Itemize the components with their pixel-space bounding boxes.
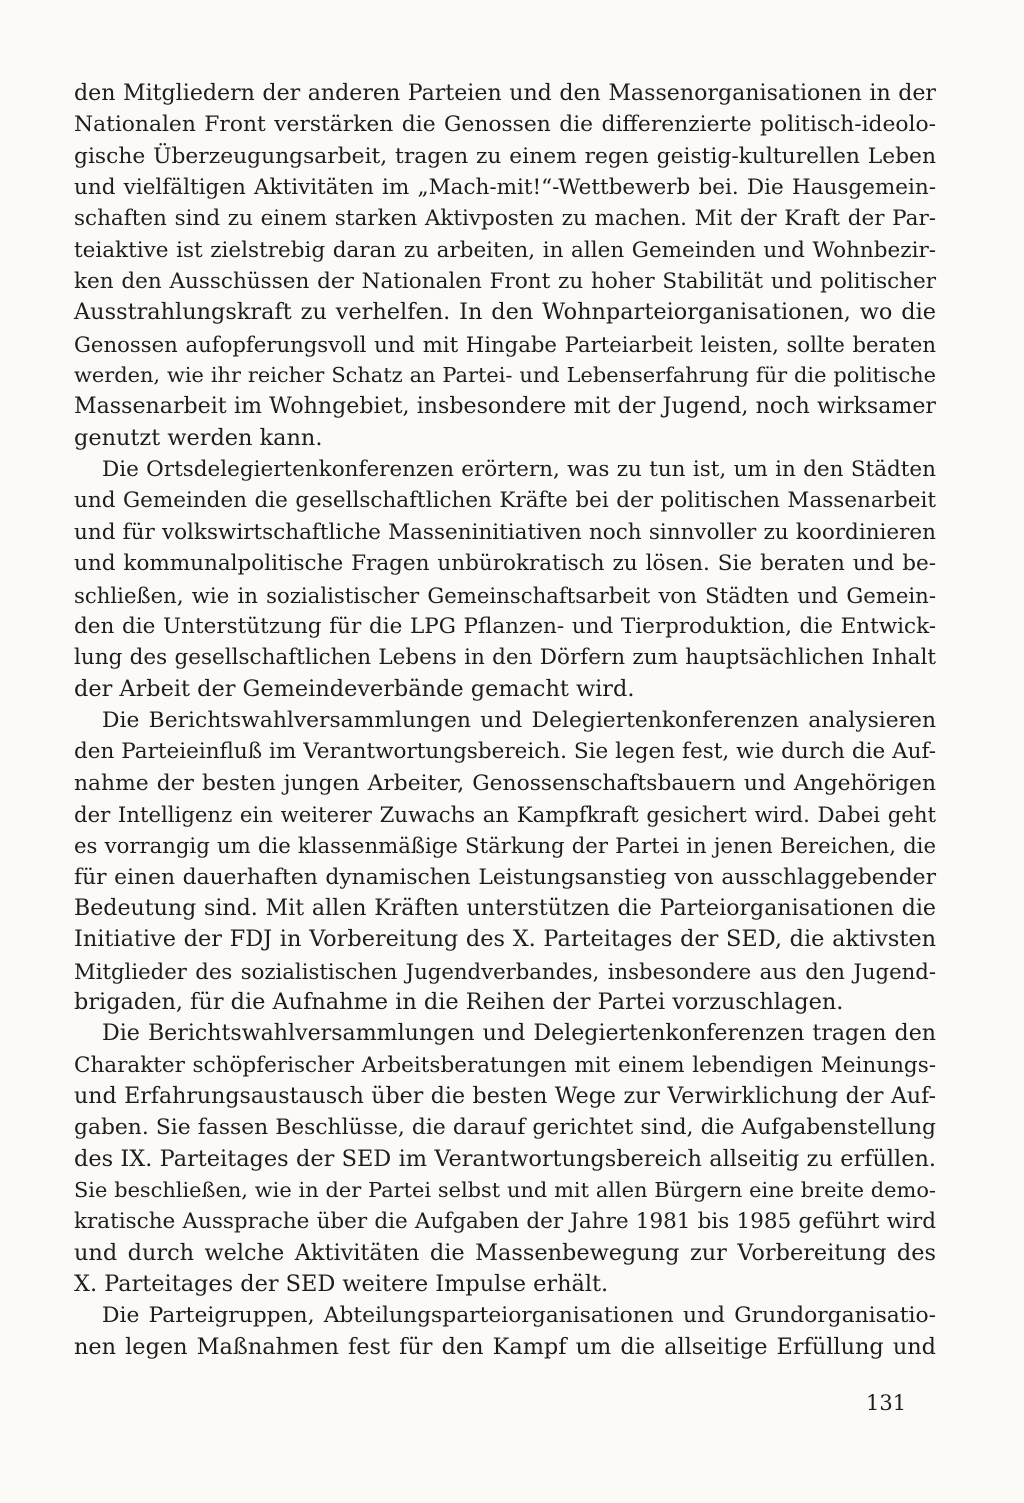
- paragraph-5: [74, 1300, 936, 1363]
- text-line: Genossen aufopferungsvoll und mit Hingabe Parteiarbeit leisten, sollte beraten: [74, 331, 936, 357]
- text-line: es vorrangig um die klassenmäßige Stärkung der Partei in jenen Bereichen, die: [74, 833, 936, 859]
- text-line: und durch welche Aktivitäten die Massenbewegung zur Vorbereitung des: [74, 1239, 936, 1266]
- paragraph-4: [74, 1018, 936, 1300]
- text-line: der Arbeit der Gemeindeverbände gemacht wird.: [74, 675, 635, 702]
- paragraph-1: [74, 78, 936, 454]
- text-line: schließen, wie in sozialistischer Gemeinschaftsarbeit von Städten und Gemein-: [74, 582, 936, 608]
- text-line: teiaktive ist zielstrebig daran zu arbeiten, in allen Gemeinden und Wohnbezir-: [74, 237, 936, 263]
- text-line: brigaden, für die Aufnahme in die Reihen der Partei vorzuschlagen.: [74, 988, 844, 1015]
- text-line: Die Parteigruppen, Abteilungsparteiorganisationen und Grundorganisatio-: [102, 1303, 936, 1329]
- text-line: Die Ortsdelegiertenkonferenzen erörtern, was zu tun ist, um in den Städten: [102, 457, 936, 483]
- text-line: nen legen Maßnahmen fest für den Kampf um die allseitige Erfüllung und: [74, 1333, 936, 1360]
- text-line: X. Parteitages der SED weitere Impulse erhält.: [74, 1271, 609, 1298]
- text-line: den Parteieinfluß im Verantwortungsbereich. Sie legen fest, wie durch die Auf-: [74, 739, 936, 765]
- text-line: und Gemeinden die gesellschaftlichen Kräfte bei der politischen Massenarbeit: [74, 488, 936, 514]
- text-line: werden, wie ihr reicher Schatz an Partei- und Lebenserfahrung für die politische: [74, 363, 936, 388]
- text-line: der Intelligenz ein weiterer Zuwachs an Kampfkraft gesichert wird. Dabei geht: [74, 801, 936, 827]
- text-line: Massenarbeit im Wohngebiet, insbesondere mit der Jugend, noch wirksamer: [74, 393, 936, 420]
- text-line: genutzt werden kann.: [74, 424, 323, 451]
- text-line: schaften sind zu einem starken Aktivposten zu machen. Mit der Kraft der Par-: [74, 206, 936, 232]
- text-line: ken den Ausschüssen der Nationalen Front zu hoher Stabilität und politischer: [74, 269, 936, 295]
- text-line: nahme der besten jungen Arbeiter, Genossenschaftsbauern und Angehörigen: [74, 770, 936, 796]
- text-line: den Mitgliedern der anderen Parteien und den Massenorganisationen in der: [74, 80, 936, 106]
- text-line: gische Überzeugungsarbeit, tragen zu einem regen geistig-kulturellen Leben: [74, 143, 936, 169]
- text-line: kratische Aussprache über die Aufgaben der Jahre 1981 bis 1985 geführt wird: [74, 1209, 936, 1235]
- text-line: und vielfältigen Aktivitäten im „Mach-mit!“-Wettbewerb bei. Die Hausgemein-: [74, 175, 936, 201]
- text-line: Ausstrahlungskraft zu verhelfen. In den Wohnparteiorganisationen, wo die: [74, 299, 936, 326]
- text-line: und kommunalpolitische Fragen unbürokratisch zu lösen. Sie beraten und be-: [74, 551, 936, 577]
- text-line: Sie beschließen, wie in der Partei selbst und mit allen Bürgern eine breite demo-: [74, 1178, 936, 1203]
- text-line: und Erfahrungsaustausch über die besten Wege zur Verwirklichung der Auf-: [74, 1083, 936, 1109]
- paragraph-2: [74, 454, 936, 705]
- text-line: Die Berichtswahlversammlungen und Delegiertenkonferenzen tragen den: [102, 1020, 936, 1047]
- text-line: Initiative der FDJ in Vorbereitung des X. Parteitages der SED, die aktivsten: [74, 926, 936, 953]
- text-line: und für volkswirtschaftliche Masseninitiativen noch sinnvoller zu koordinieren: [74, 519, 936, 545]
- text-line: den die Unterstützung für die LPG Pflanzen- und Tierproduktion, die Entwick-: [74, 613, 936, 639]
- text-line: Bedeutung sind. Mit allen Kräften unterstützen die Parteiorganisationen die: [74, 894, 936, 921]
- text-line: Die Berichtswahlversammlungen und Delegiertenkonferenzen analysieren: [102, 707, 936, 733]
- text-line: des IX. Parteitages der SED im Verantwortungsbereich allseitig zu erfüllen.: [74, 1145, 936, 1172]
- page-number: 131: [866, 1391, 907, 1415]
- text-line: Mitglieder des sozialistischen Jugendverbandes, insbesondere aus den Jugend-: [74, 958, 936, 984]
- paragraph-3: [74, 705, 936, 1018]
- text-line: Charakter schöpferischer Arbeitsberatungen mit einem lebendigen Meinungs-: [74, 1052, 936, 1078]
- text-line: gaben. Sie fassen Beschlüsse, die darauf gerichtet sind, die Aufgabenstellung: [74, 1115, 936, 1141]
- body-text: [74, 78, 936, 1363]
- text-line: Nationalen Front verstärken die Genossen die differenzierte politisch-ideolo-: [74, 112, 936, 138]
- text-line: für einen dauerhaften dynamischen Leistungsanstieg von ausschlaggebender: [74, 864, 936, 890]
- text-line: lung des gesellschaftlichen Lebens in den Dörfern zum hauptsächlichen Inhalt: [74, 645, 936, 671]
